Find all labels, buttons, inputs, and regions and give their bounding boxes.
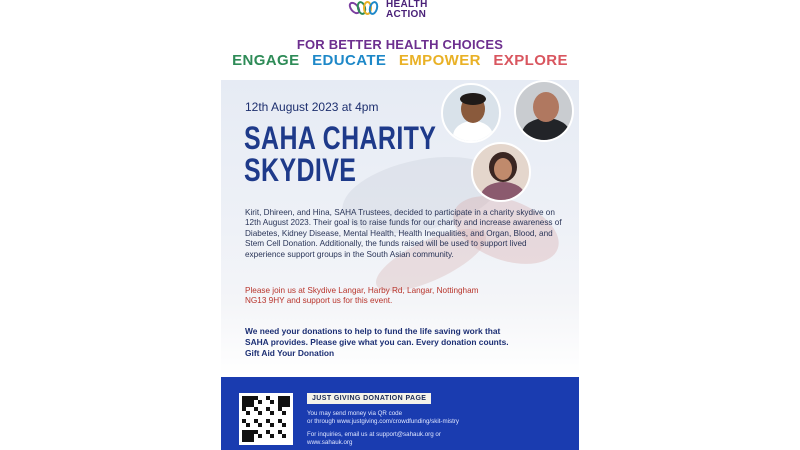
pillar-explore: EXPLORE	[493, 52, 568, 69]
event-location-invite: Please join us at Skydive Langar, Harby Rd, Langar, Nottingham NG13 9HY and support us for this event.	[245, 286, 479, 306]
donation-band	[221, 377, 579, 450]
donation-appeal: We need your donations to help to fund the life saving work that SAHA provides. Please give what you can. Every donation counts. Gift Aid Your Donation	[245, 326, 509, 358]
pillar-empower: EMPOWER	[398, 52, 481, 69]
donation-line-url[interactable]: or through www.justgiving.com/crowdfunding/skit-mistry	[307, 418, 459, 425]
lotus-icon	[348, 0, 382, 20]
saha-logo	[348, 0, 458, 22]
tagline: FOR BETTER HEALTH CHOICES	[296, 37, 504, 52]
pillars	[0, 52, 800, 69]
pillar-engage: ENGAGE	[232, 52, 300, 69]
trustee-photo-1	[441, 83, 501, 143]
event-datetime: 12th August 2023 at 4pm	[245, 100, 379, 114]
donation-line-website[interactable]: www.sahauk.org	[307, 439, 353, 446]
title-line-1: SAHA CHARITY	[244, 120, 437, 156]
title-line-2: SKYDIVE	[244, 152, 357, 188]
pillar-educate: EDUCATE	[312, 52, 387, 69]
justgiving-label: JUST GIVING DONATION PAGE	[307, 393, 431, 404]
event-title	[244, 122, 436, 186]
trustee-photo-2	[514, 80, 574, 142]
event-description: Kirit, Dhireen, and Hina, SAHA Trustees, decided to participate in a charity skydive on 12th August 2023. Their goal is to raise funds for our charity and increase awareness of Diabetes, Kidney Disease, Mental Health, Health Inequalities, and Organ, Blood, and Stem Cell Donation. Additionally, the funds raised will be used to support lived experience support groups in the South Asian community.	[245, 208, 562, 259]
donation-line-email[interactable]: For inquiries, email us at support@sahauk.org or	[307, 431, 441, 438]
skydive-poster	[221, 80, 579, 450]
donation-line-qr: You may send money via QR code	[307, 410, 403, 417]
qr-code-pattern	[242, 396, 290, 442]
trustee-photo-3	[471, 142, 531, 202]
logo-text: HEALTH ACTION	[386, 0, 428, 20]
qr-code[interactable]	[239, 393, 293, 445]
